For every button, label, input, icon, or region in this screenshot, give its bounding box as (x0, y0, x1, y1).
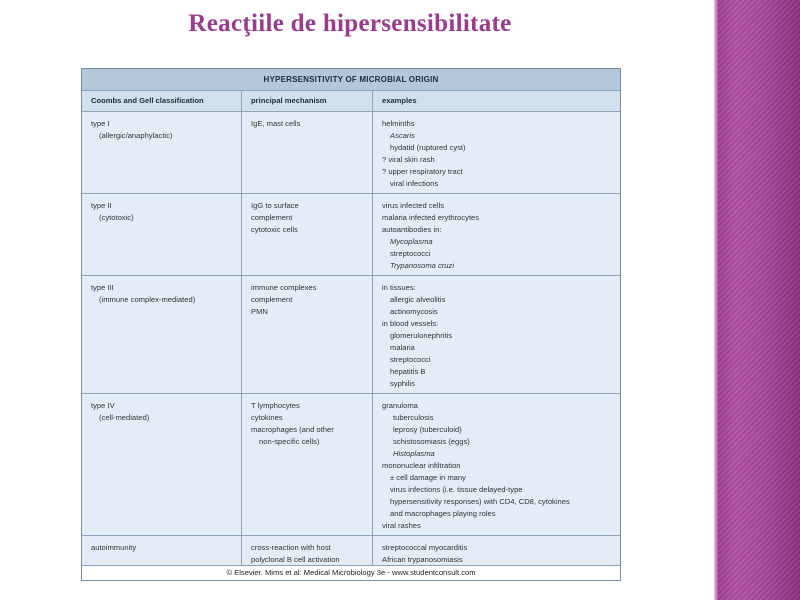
cell-line: IgG to surface (251, 201, 299, 210)
cell-line: (cytotoxic) (99, 213, 134, 222)
cell-line: autoantibodies in: (382, 225, 442, 234)
cell-line: type II (91, 201, 112, 210)
cell-examples (373, 112, 620, 193)
cell-line: Mycoplasma (390, 237, 433, 246)
cell-examples (373, 194, 620, 275)
cell-line: and macrophages playing roles (390, 509, 496, 518)
cell-line: (allergic/anaphylactic) (99, 131, 173, 140)
cell-line: actinomycosis (390, 307, 438, 316)
cell-line: streptococci (390, 355, 431, 364)
copyright-footer: © Elsevier. Mims et al: Medical Microbiology 3e - www.studentconsult.com (82, 565, 620, 580)
table-row-type-2 (82, 194, 620, 276)
table-title: HYPERSENSITIVITY OF MICROBIAL ORIGIN (82, 69, 620, 91)
cell-examples (373, 276, 620, 393)
cell-line: T lymphocytes (251, 401, 300, 410)
cell-mechanism (242, 112, 373, 193)
cell-line: in tissues: (382, 283, 416, 292)
cell-mechanism (242, 276, 373, 393)
table-row-type-1 (82, 112, 620, 194)
cell-line: non-specific cells) (259, 437, 320, 446)
cell-line: (immune complex-mediated) (99, 295, 196, 304)
cell-mechanism (242, 194, 373, 275)
cell-line: type IV (91, 401, 115, 410)
cell-line: leprosy (tuberculoid) (393, 425, 462, 434)
cell-line: (cell-mediated) (99, 413, 150, 422)
cell-line: helminths (382, 119, 415, 128)
cell-line: streptococci (390, 249, 431, 258)
cell-line: in blood vessels: (382, 319, 439, 328)
cell-line: ? upper respiratory tract (382, 167, 463, 176)
cell-line: IgE, mast cells (251, 119, 301, 128)
cell-line: Histoplasma (393, 449, 435, 458)
cell-line: macrophages (and other (251, 425, 334, 434)
cell-line: complement (251, 213, 293, 222)
cell-line: streptococcal myocarditis (382, 543, 468, 552)
cell-line: complement (251, 295, 293, 304)
cell-line: granuloma (382, 401, 418, 410)
cell-line: cytotoxic cells (251, 225, 298, 234)
header-classification: Coombs and Gell classification (82, 91, 242, 111)
cell-line: Ascaris (390, 131, 415, 140)
cell-line: hepatitis B (390, 367, 426, 376)
cell-line: virus infections (i.e. tissue delayed-type (390, 485, 523, 494)
cell-line: syphilis (390, 379, 415, 388)
cell-classification (82, 276, 242, 393)
slide-title: Reacţiile de hipersensibilitate (188, 10, 512, 37)
cell-line: Trypanosoma cruzi (390, 261, 455, 270)
header-examples: examples (382, 96, 417, 105)
cell-line: allergic alveolitis (390, 295, 446, 304)
cell-line: type I (91, 119, 110, 128)
cell-line: cross-reaction with host (251, 543, 331, 552)
cell-classification (82, 194, 242, 275)
cell-line: hypersensitivity responses) with CD4, CD8, cytokines (390, 497, 570, 506)
table-header-row (82, 91, 620, 112)
table-row-type-3 (82, 276, 620, 394)
cell-line: malaria (390, 343, 415, 352)
table-row-type-4 (82, 394, 620, 536)
cell-line: viral infections (390, 179, 439, 188)
cell-line: virus infected cells (382, 201, 445, 210)
cell-line: malaria infected erythrocytes (382, 213, 480, 222)
header-mechanism: principal mechanism (242, 91, 373, 111)
cell-line: type III (91, 283, 114, 292)
decorative-side-strip (714, 0, 800, 600)
cell-line: schistosomiasis (eggs) (393, 437, 470, 446)
hypersensitivity-table-figure (81, 68, 621, 581)
cell-line: cytokines (251, 413, 283, 422)
cell-line: African trypanosomiasis (382, 555, 463, 564)
cell-line: ± cell damage in many (390, 473, 466, 482)
cell-line: hydatid (ruptured cyst) (390, 143, 466, 152)
cell-line: autoimmunity (91, 543, 137, 552)
cell-classification (82, 394, 242, 535)
cell-line: immune complexes (251, 283, 317, 292)
cell-line: ? viral skin rash (382, 155, 435, 164)
cell-line: PMN (251, 307, 268, 316)
cell-line: mononuclear infiltration (382, 461, 461, 470)
cell-examples (373, 394, 620, 535)
cell-mechanism (242, 394, 373, 535)
cell-classification (82, 112, 242, 193)
cell-line: viral rashes (382, 521, 421, 530)
cell-line: polyclonal B cell activation (251, 555, 340, 564)
cell-line: tuberculosis (393, 413, 434, 422)
cell-line: glomerulonephritis (390, 331, 453, 340)
